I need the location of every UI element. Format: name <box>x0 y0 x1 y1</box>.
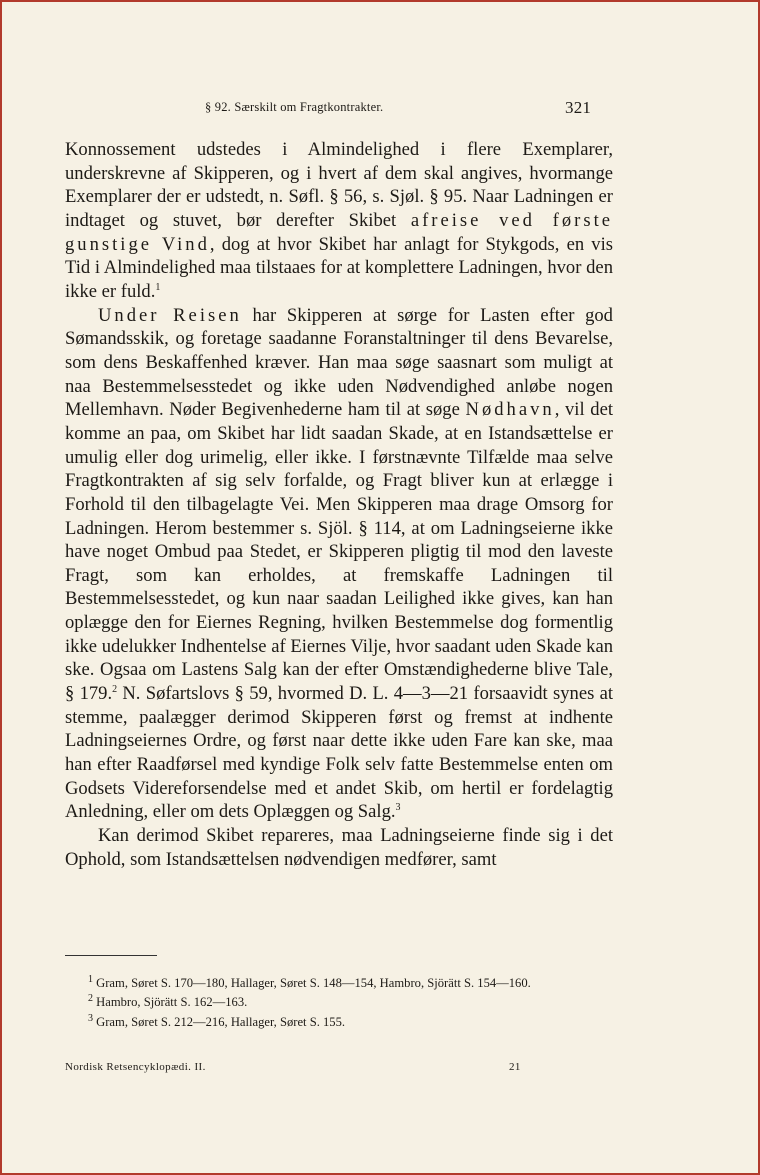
footnote-ref-3: 3 <box>395 802 401 814</box>
body-text <box>65 138 613 871</box>
spaced-emphasis: afreise ved første gunstige Vind <box>65 209 613 255</box>
paragraph-3: Kan derimod Skibet repareres, maa Ladningseierne finde sig i det Ophold, som Istandsættelsen nødvendigen medfører, samt <box>65 825 613 870</box>
footnote-2: $^2$ Hambro, Sjörätt S. 162—163. <box>88 993 248 1010</box>
paragraph-2: Under Reisen har Skipperen at sørge for Lasten efter god Sømandsskik, og foretage saadanne Foranstaltninger til dens Bevarelse, som dens Beskaffenhed kræver. Han maa søge saasnart som muligt at naa Bestemmelsesstedet og ikke uden Nødvendighed anløbe nogen Mellemhavn. Nøder Begivenhederne ham til at søge Nødhavn, vil det komme an paa, om Skibet har lidt saadan Skade, at en Istandsættelse er umulig eller dog urimelig, eller ikke. I førstnævnte Tilfælde maa selve Fragtkontrakten af sig selv forfalde, og Fragt bliver kun at erlægge i Forhold til den tilbagelagte Vei. Men Skipperen maa drage Omsorg for Ladningen. Herom bestemmer s. Sjöl. § 114, at om Ladningseierne ikke have noget Ombud paa Stedet, er Skipperen pligtig til mod den laveste Fragt, som kan erholdes, at fremskaffe Ladningen til Bestemmelsesstedet, og kun naar saadan Leilighed ikke gives, kan han oplægge den for Eiernes Regning, hvilken Bestemmelse dog formentlig ikke udelukker Indhentelse af Eiernes Vilje, hvor saadant uden Skade kan ske. Ogsaa om Lastens Salg kan der efter Omstændighederne blive Tale, § 179.$^2$ N. Søfartslovs § 59, hvormed D. L. 4—3—21 forsaavidt synes at stemme, paalægger derimod Skipperen først og fremst at indhente Ladningseiernes Ordre, og først naar dette ikke uden Fare kan ske, maa han efter Raadførsel med kyndige Folk selv fatte Bestemmelse enten om Godsets Videreforsendelse med et andet Skib, om hertil er fordelagtig Anledning, eller om dets Oplæggen og Salg.$^3$ <box>65 304 613 823</box>
publication-title: Nordisk Retsencyklopædi. II. <box>65 1061 206 1073</box>
footnote-rule <box>65 955 157 956</box>
signature-mark: 21 <box>509 1061 521 1073</box>
footnote-1: $^1$ Gram, Søret S. 170—180, Hallager, Søret S. 148—154, Hambro, Sjörätt S. 154—160. <box>88 973 531 990</box>
spaced-emphasis: Nødhavn <box>465 399 555 421</box>
footnote-ref-1: 1 <box>155 281 161 293</box>
running-title: § 92. Særskilt om Fragtkontrakter. <box>205 100 384 114</box>
page-number: 321 <box>565 98 592 117</box>
footnotes <box>65 974 613 1032</box>
page-footer <box>65 1061 613 1073</box>
spaced-emphasis: Under Reisen <box>98 304 242 326</box>
paragraph-1: Konnossement udstedes i Almindelighed i flere Exemplarer, underskrevne af Skipperen, og i hvert af dem skal angives, hvormange Exemplarer der er udstedt, n. Søfl. § 56, s. Sjøl. § 95. Naar Ladningen er indtaget og stuvet, bør derefter Skibet afreise ved første gunstige Vind, dog at hvor Skibet har anlagt for Stykgods, en vis Tid i Almindelighed maa tilstaaes for at komplettere Ladningen, hvor den ikke er fuld.$^1$ <box>65 139 613 302</box>
footnote-ref-2: 2 <box>112 683 118 695</box>
footnote-3: $^3$ Gram, Søret S. 212—216, Hallager, Søret S. 155. <box>88 1012 346 1029</box>
